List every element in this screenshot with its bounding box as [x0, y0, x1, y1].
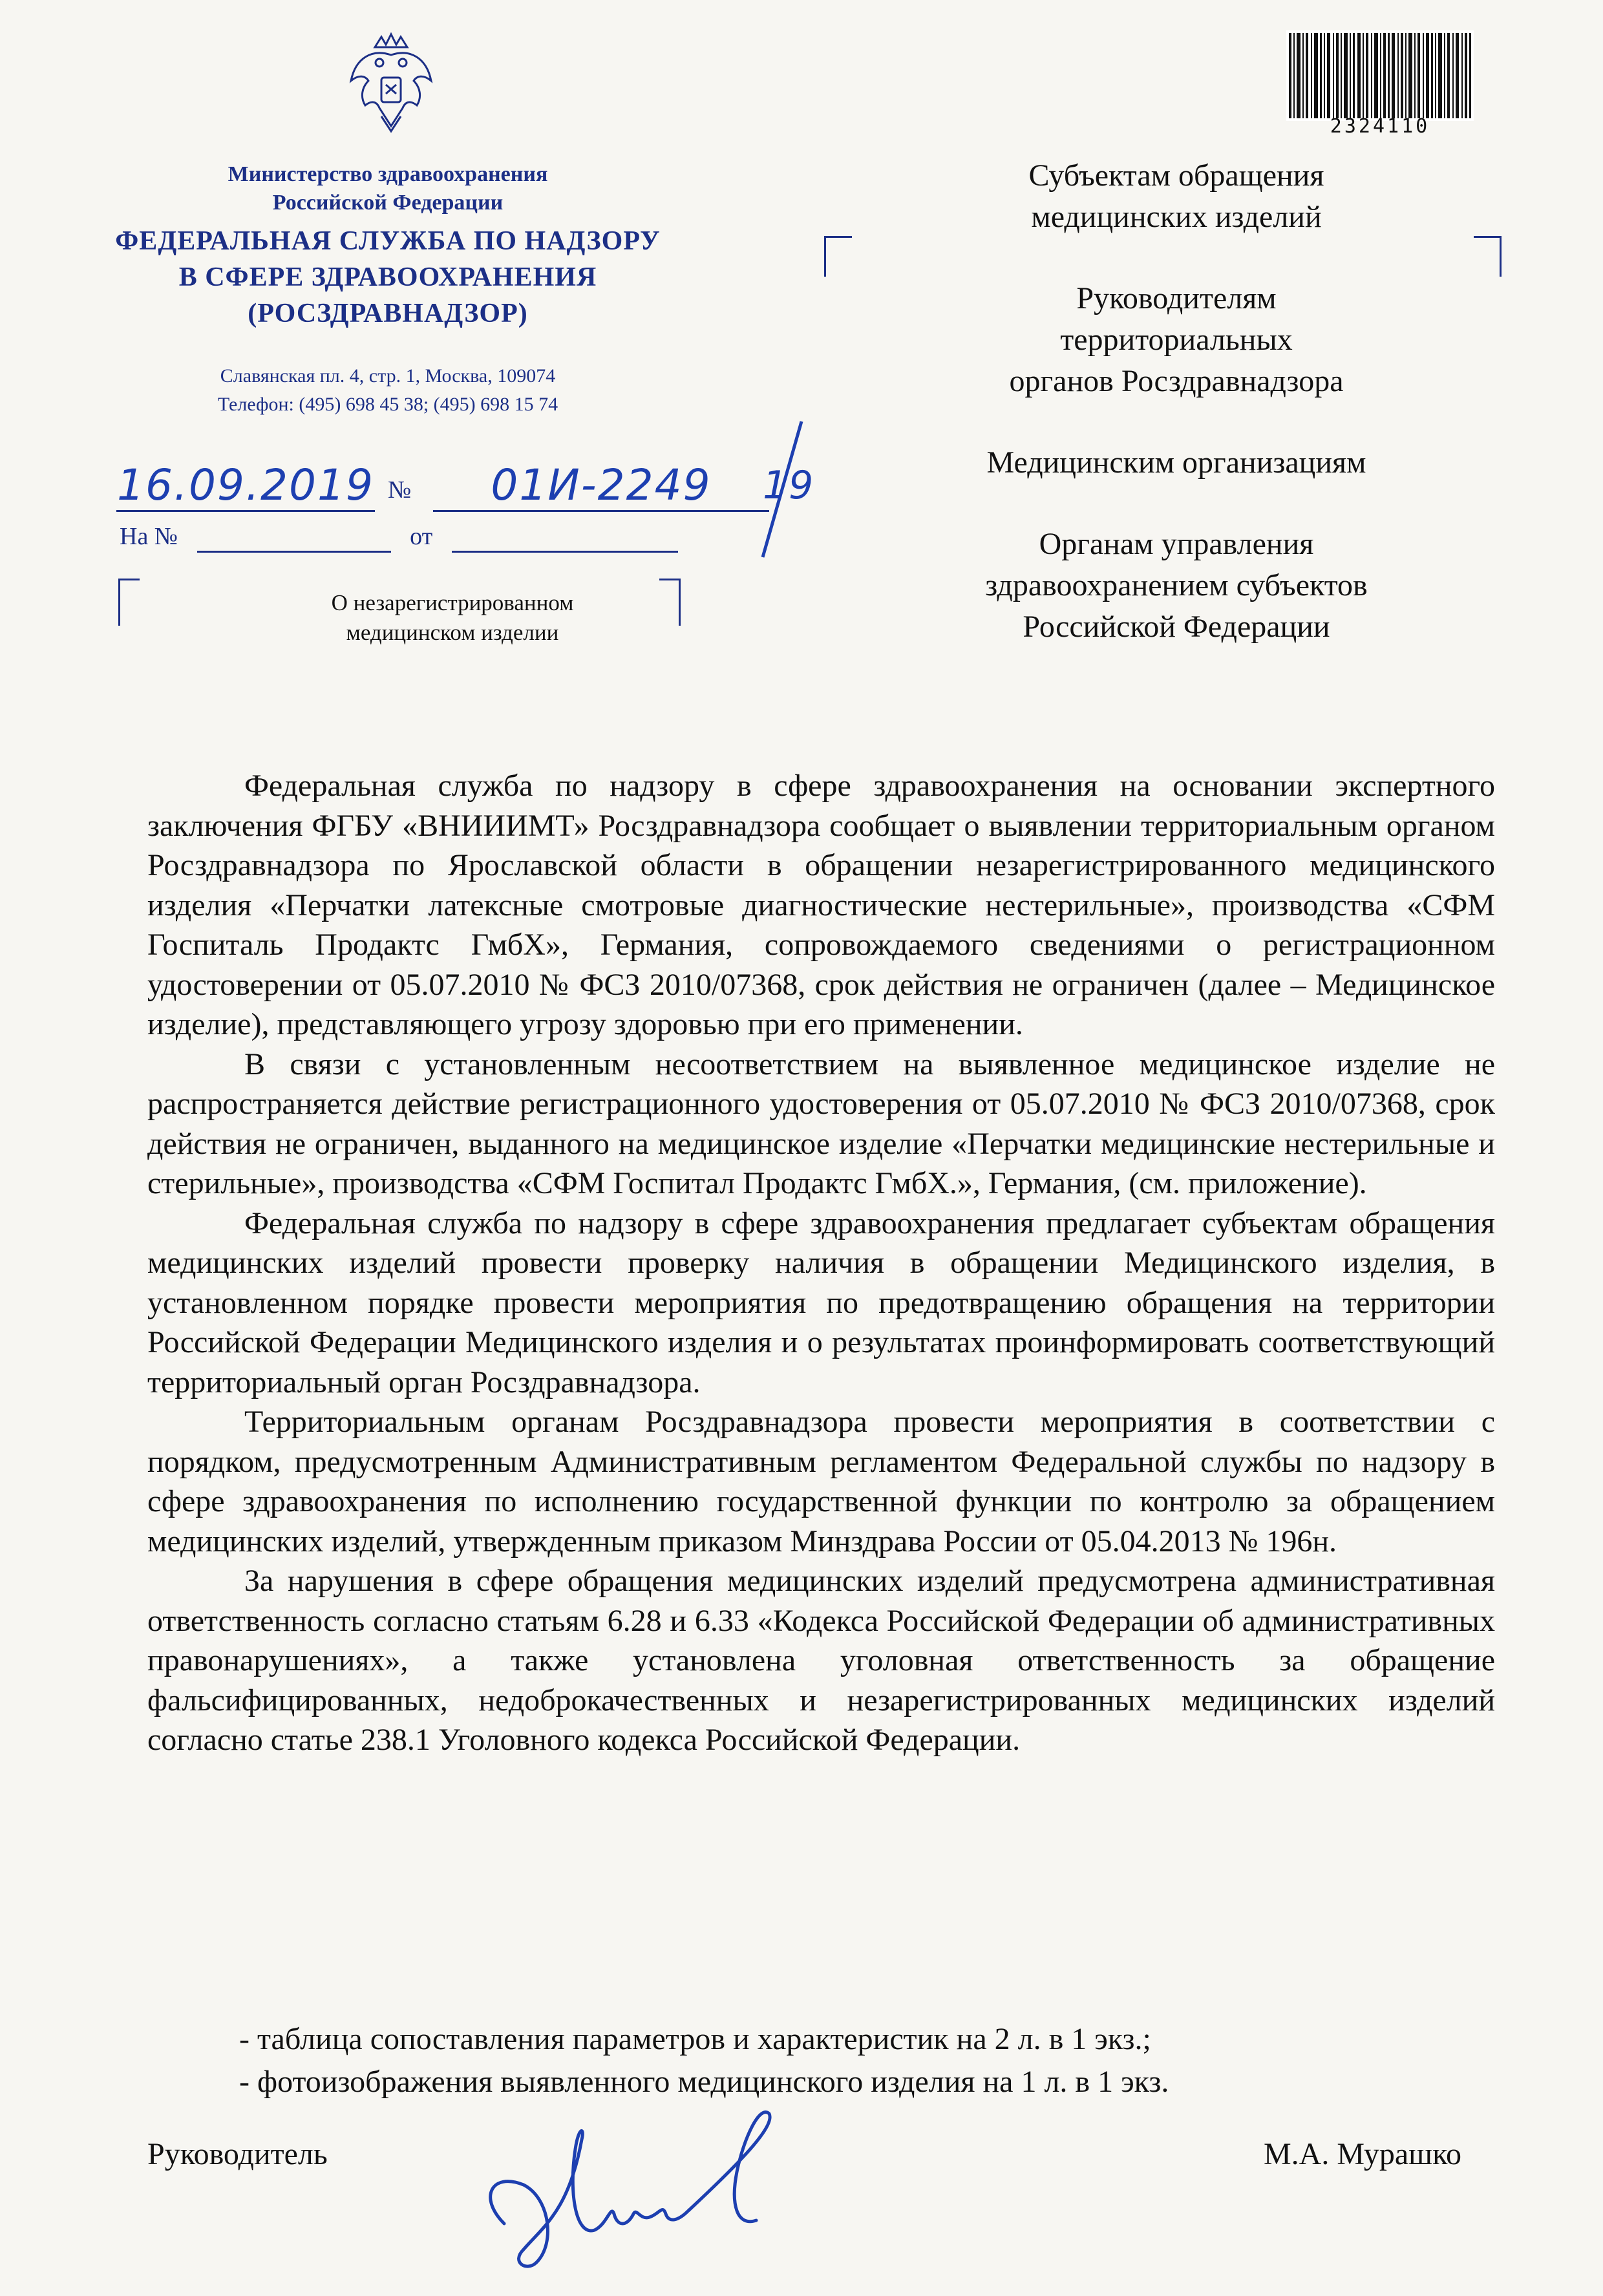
- letter-body: [147, 766, 1495, 1760]
- service-name: [97, 223, 679, 332]
- subject-line2: медицинском изделии: [346, 620, 559, 645]
- service-line2: В СФЕРЕ ЗДРАВООХРАНЕНИЯ: [178, 262, 597, 292]
- addressee-item: Органам управления здравоохранением субъектов Российской Федерации: [985, 527, 1368, 644]
- address-line1: Славянская пл. 4, стр. 1, Москва, 109074: [220, 365, 556, 387]
- addressee-corner-left: [824, 236, 852, 277]
- attachment-item: - фотоизображения выявленного медицинского изделия на 1 л. в 1 экз.: [239, 2065, 1169, 2099]
- barcode-number: 2324110: [1330, 115, 1430, 138]
- reply-from-label: от: [410, 523, 433, 550]
- signatory-role: Руководитель: [147, 2137, 328, 2171]
- ministry-line1: Министерство здравоохранения: [228, 162, 548, 186]
- handwritten-signature: [465, 2088, 827, 2282]
- subject-corner-right: [659, 579, 681, 626]
- reply-reference: [120, 522, 678, 553]
- attachments-list: [239, 2018, 1467, 2103]
- address-line2: Телефон: (495) 698 45 38; (495) 698 15 74: [217, 394, 558, 415]
- registration-number: 01И-2249: [433, 460, 769, 512]
- addressee-list: [892, 155, 1461, 648]
- addressee-corner-right: [1474, 236, 1502, 277]
- body-paragraph: Территориальным органам Росздравнадзора провести мероприятия в соответствии с порядком, предусмотренным Административным регламентом Федеральной службы по надзору в сфере здравоохранения по исполнению государственной функции по контролю за обращением медицинских изделий, утвержденным приказом Минздрава России от 05.04.2013 № 196н.: [147, 1405, 1495, 1558]
- service-line3: (РОСЗДРАВНАДЗОР): [248, 299, 528, 328]
- addressee-item: Медицинским организациям: [986, 445, 1366, 480]
- registration-date: 16.09.2019: [116, 460, 375, 512]
- body-paragraph: За нарушения в сфере обращения медицинских изделий предусмотрена административная ответственность согласно статьям 6.28 и 6.33 «Кодекса Российской Федерации об административных правонарушениях», а также установлена уголовная ответственность за обращение фальсифицированных, недоброкачественных и незарегистрированных медицинских изделий согласно статье 238.1 Уголовного кодекса Российской Федерации.: [147, 1564, 1495, 1757]
- body-paragraph: В связи с установленным несоответствием на выявленное медицинское изделие не распространяется действие регистрационного удостоверения от 05.07.2010 № ФСЗ 2010/07368, срок действия не ограничен, выданного на медицинское изделие «Перчатки медицинские нестерильные и стерильные», производства «СФМ Госпитал Продактс ГмбХ.», Германия, (см. приложение).: [147, 1047, 1495, 1200]
- addressee-item: Руководителям территориальных органов Росздравнадзора: [1009, 281, 1344, 398]
- subject-line1: О незарегистрированном: [331, 590, 574, 615]
- reply-number-blank: [197, 522, 391, 553]
- ministry-line2: Российской Федерации: [272, 191, 504, 215]
- reply-label: На №: [120, 523, 178, 550]
- number-sign: №: [388, 476, 412, 504]
- service-address: [116, 362, 659, 419]
- reply-date-blank: [452, 522, 678, 553]
- barcode: [1286, 27, 1474, 124]
- signatory-name: М.А. Мурашко: [1264, 2137, 1461, 2171]
- coat-of-arms-emblem: [346, 29, 436, 136]
- registration-number-suffix: 19: [763, 463, 815, 508]
- ministry-name: [162, 160, 614, 217]
- body-paragraph: Федеральная служба по надзору в сфере здравоохранения предлагает субъектам обращения медицинских изделий провести проверку наличия в обращении Медицинского изделия, в установленном порядке провести мероприятия по предотвращению обращения на территории Российской Федерации Медицинского изделия и о результатах проинформировать соответствующий территориальный орган Росздравнадзора.: [147, 1206, 1495, 1399]
- addressee-item: Субъектам обращения медицинских изделий: [1028, 158, 1324, 234]
- attachment-item: - таблица сопоставления параметров и характеристик на 2 л. в 1 экз.;: [239, 2022, 1151, 2056]
- subject-corner-left: [118, 579, 140, 626]
- body-paragraph: Федеральная служба по надзору в сфере здравоохранения на основании экспертного заключения ФГБУ «ВНИИИМТ» Росздравнадзора сообщает о выявлении территориальным органом Росздравнадзора по Ярославской области в обращении незарегистрированного медицинского изделия «Перчатки латексные смотровые диагностические нестерильные», производства «СФМ Госпиталь Продактс ГмбХ», Германия, сопровождаемого сведениями о регистрационном удостоверении от 05.07.2010 № ФСЗ 2010/07368, срок действия не ограничен (далее – Медицинское изделие), представляющего угрозу здоровью при его применении.: [147, 769, 1495, 1041]
- service-line1: ФЕДЕРАЛЬНАЯ СЛУЖБА ПО НАДЗОРУ: [115, 226, 661, 256]
- letter-subject: [278, 588, 627, 648]
